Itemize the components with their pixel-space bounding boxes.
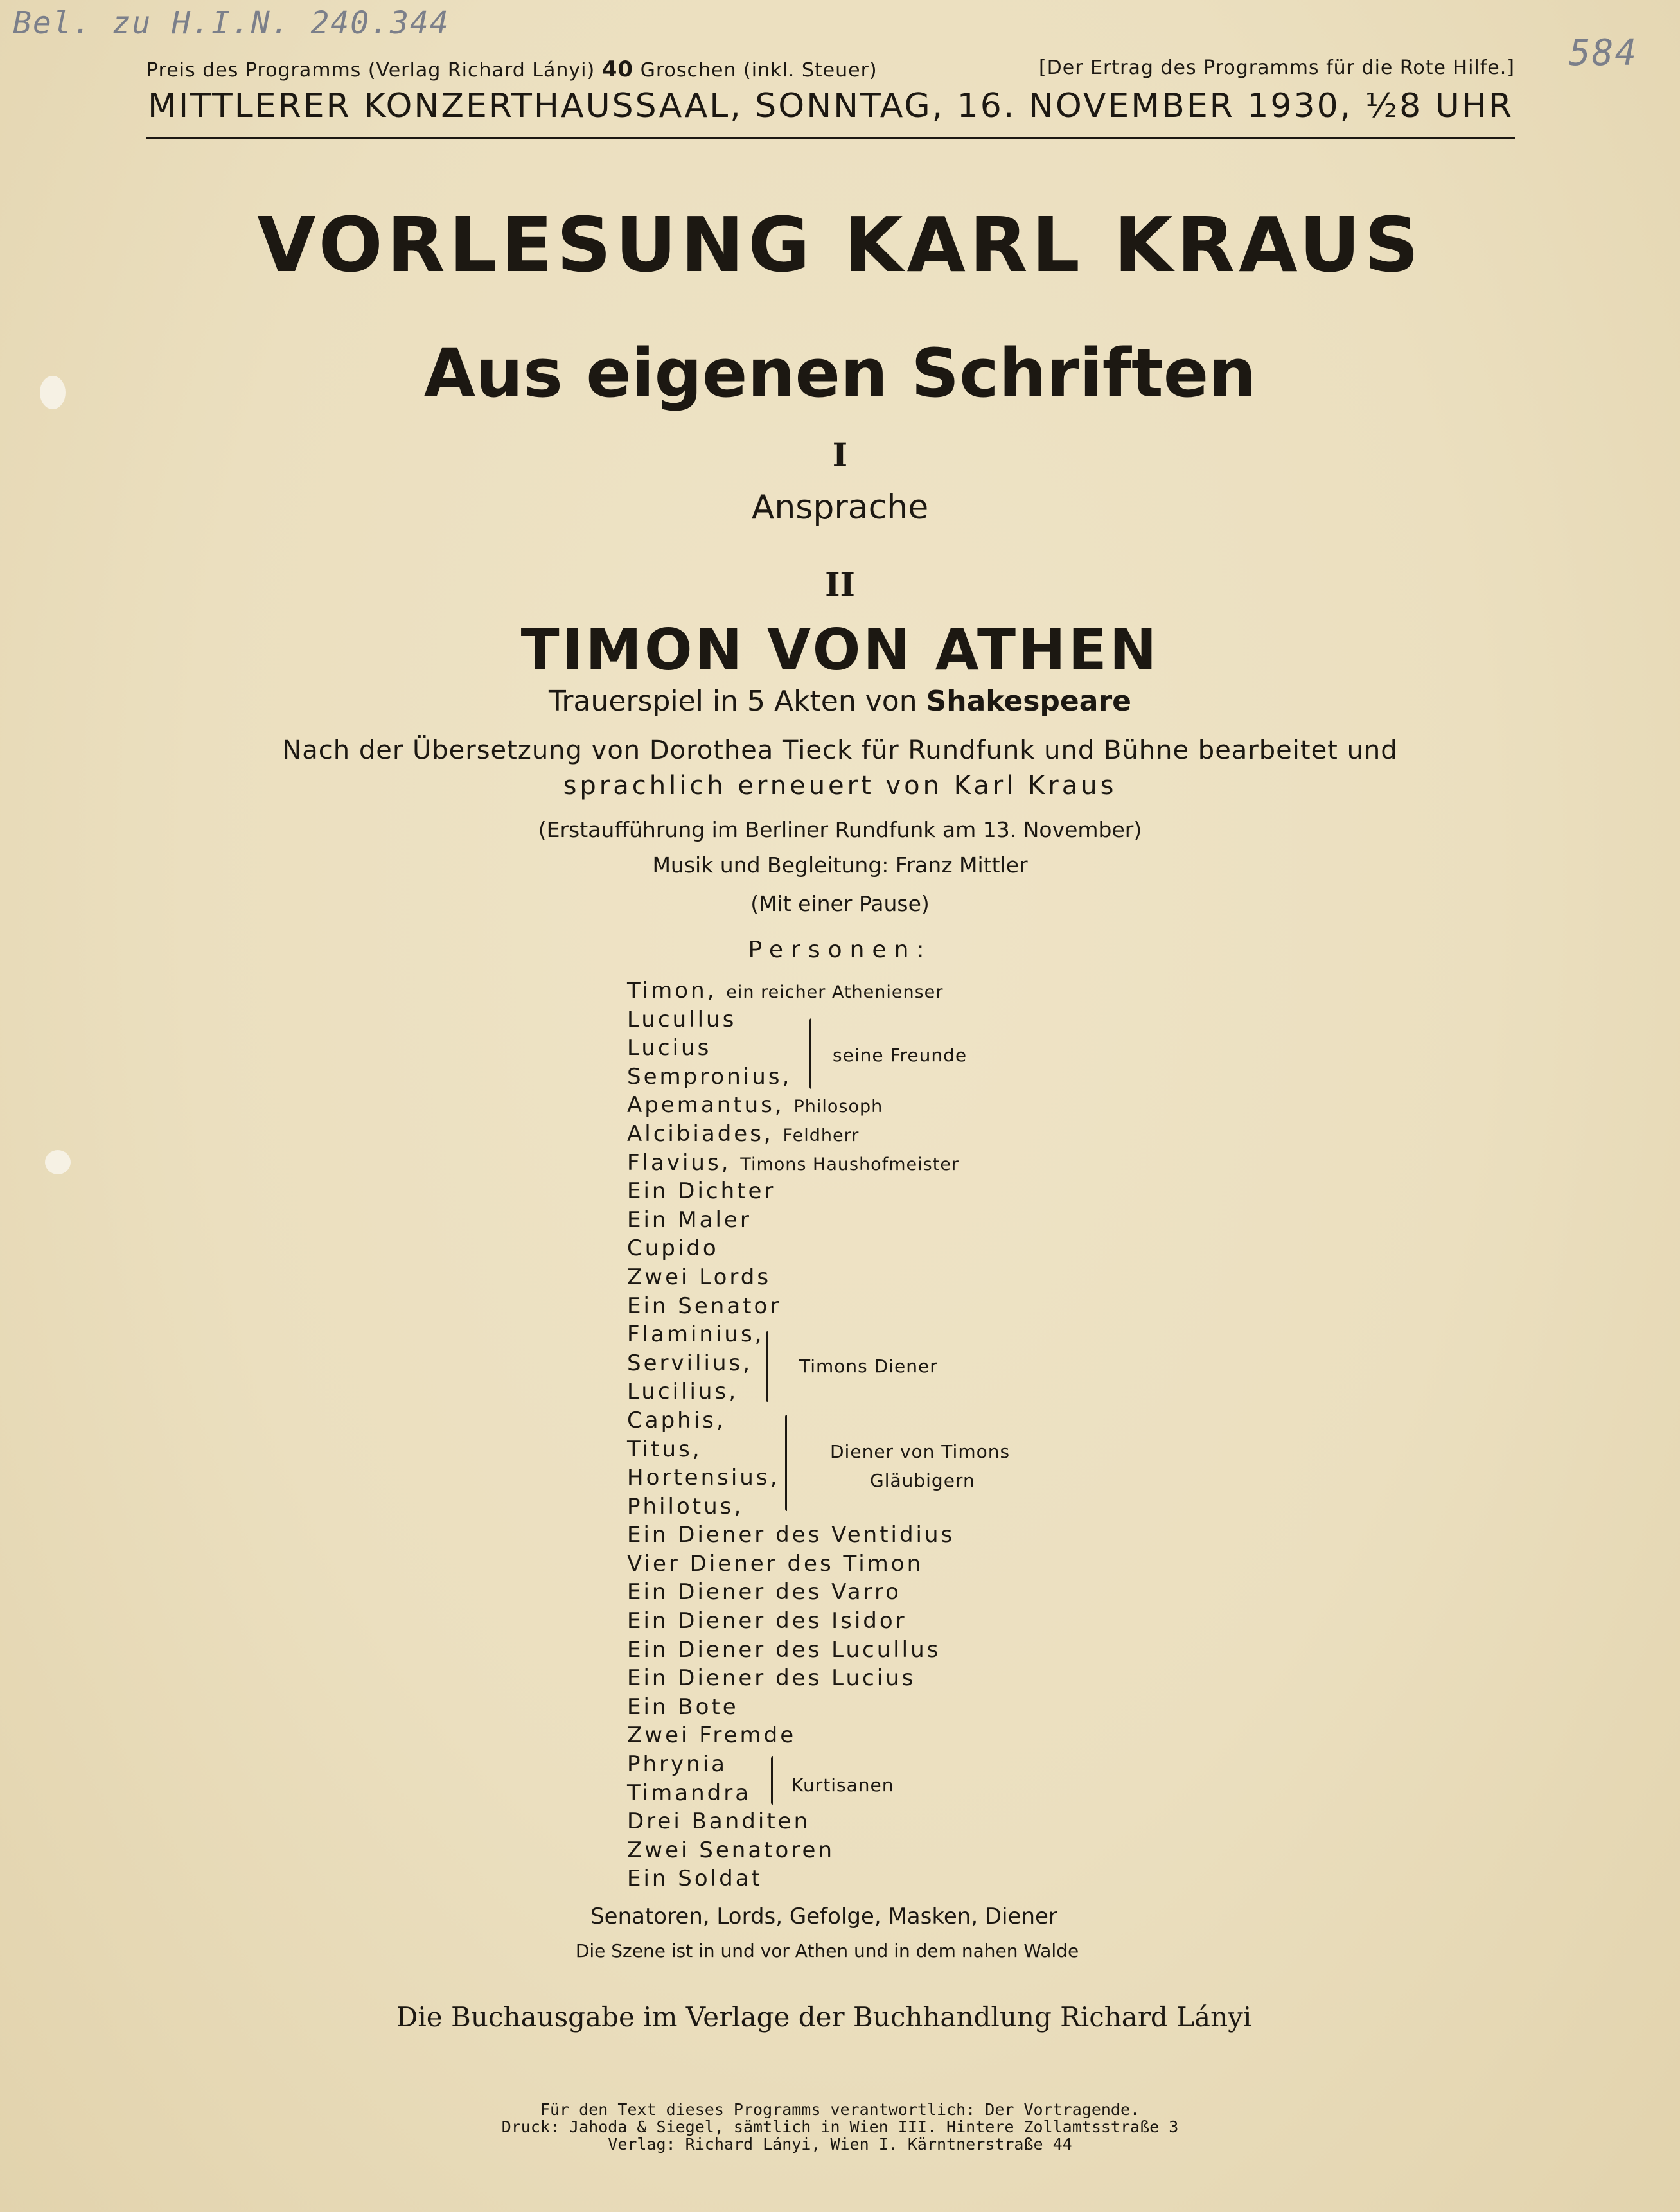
price-line	[146, 57, 1515, 82]
cast-row	[627, 1550, 959, 1579]
play-title: TIMON VON ATHEN	[520, 617, 1160, 683]
cast-name: Philotus,	[627, 1493, 744, 1519]
cast-heading: Personen:	[748, 937, 932, 963]
group-label-timons-servants: Timons Diener	[799, 1356, 938, 1377]
play-description: Trauerspiel in 5 Akten von Shakespeare	[549, 685, 1131, 718]
cast-name: Ein Diener des Varro	[627, 1579, 901, 1606]
cast-role: Philosoph	[793, 1097, 883, 1117]
cast-name: Timandra	[627, 1780, 752, 1806]
header-rule	[146, 137, 1515, 139]
premiere-note: (Erstaufführung im Berliner Rundfunk am 13. November)	[538, 817, 1142, 842]
cast-role: ein reicher Athenienser	[726, 982, 944, 1002]
translation-note-2: sprachlich erneuert von Karl Kraus	[563, 771, 1117, 801]
handwritten-archive-ref: Bel. zu H.I.N. 240.344	[13, 5, 450, 41]
brace-courtesans	[771, 1756, 773, 1805]
cast-row	[627, 1864, 959, 1893]
cast-name: Ein Diener des Lucius	[627, 1665, 916, 1692]
brace-friends	[809, 1018, 811, 1089]
cast-role: Timons Haushofmeister	[740, 1154, 959, 1174]
cast-name: Alcibiades,	[627, 1120, 774, 1147]
footer-printer: Druck: Jahoda & Siegel, sämtlich in Wien III. Hintere Zollamtsstraße 3	[501, 2118, 1179, 2136]
music-credit: Musik und Begleitung: Franz Mittler	[652, 853, 1028, 878]
pause-note: (Mit einer Pause)	[750, 891, 930, 916]
price-info: Preis des Programms (Verlag Richard Lányi) 40 Groschen (inkl. Steuer)	[146, 57, 878, 82]
cast-name: Ein Bote	[627, 1694, 739, 1720]
cast-name: Ein Maler	[627, 1207, 752, 1233]
cast-row	[627, 1120, 959, 1149]
cast-row	[627, 1234, 959, 1263]
cast-row	[627, 1721, 959, 1750]
cast-row	[627, 1320, 959, 1349]
cast-name: Ein Diener des Ventidius	[627, 1522, 955, 1548]
cast-name: Timon,	[627, 978, 717, 1004]
extras-line: Senatoren, Lords, Gefolge, Masken, Diener	[590, 1904, 1057, 1929]
cast-name: Hortensius,	[627, 1465, 780, 1491]
cast-row	[627, 1063, 959, 1092]
footer-publisher: Verlag: Richard Lányi, Wien I. Kärntnerstraße 44	[608, 2135, 1072, 2154]
cast-row	[627, 1807, 959, 1836]
cast-row	[627, 1492, 959, 1521]
cast-name: Ein Senator	[627, 1293, 782, 1319]
cast-role: Feldherr	[783, 1125, 860, 1146]
cast-name: Zwei Fremde	[627, 1722, 797, 1749]
cast-row	[627, 1406, 959, 1435]
cast-name: Ein Dichter	[627, 1178, 776, 1205]
cast-name: Sempronius,	[627, 1063, 792, 1090]
cast-name: Vier Diener des Timon	[627, 1550, 924, 1577]
cast-row	[627, 1263, 959, 1292]
cast-row	[627, 1149, 959, 1178]
part-two-numeral: II	[825, 565, 855, 603]
cast-name: Ein Soldat	[627, 1866, 763, 1892]
cast-row	[627, 1578, 959, 1607]
paper-damage-spot	[45, 1150, 71, 1174]
cast-name: Ein Diener des Isidor	[627, 1608, 907, 1634]
cast-name: Lucilius,	[627, 1379, 738, 1405]
cast-row	[627, 1664, 959, 1693]
group-label-creditors-2: Gläubigern	[870, 1470, 975, 1491]
cast-name: Apemantus,	[627, 1092, 784, 1119]
cast-row	[627, 1521, 959, 1550]
translation-note-1: Nach der Übersetzung von Dorothea Tieck für Rundfunk und Bühne bearbeitet und	[282, 736, 1398, 765]
cast-name: Titus,	[627, 1436, 702, 1462]
part-one-label: Ansprache	[751, 488, 929, 527]
cast-name: Cupido	[627, 1235, 719, 1262]
cast-name: Lucullus	[627, 1006, 737, 1032]
cast-row	[627, 1836, 959, 1865]
cast-name: Flaminius,	[627, 1322, 765, 1348]
book-edition-note: Die Buchausgabe im Verlage der Buchhandlung Richard Lányi	[396, 2001, 1252, 2033]
cast-row	[627, 1005, 959, 1034]
group-label-friends: seine Freunde	[833, 1045, 968, 1066]
cast-name: Phrynia	[627, 1751, 727, 1778]
cast-row	[627, 1636, 959, 1665]
cast-name: Drei Banditen	[627, 1809, 811, 1835]
cast-name: Caphis,	[627, 1407, 726, 1433]
cast-name: Zwei Senatoren	[627, 1837, 835, 1863]
part-one-numeral: I	[832, 436, 848, 473]
cast-row	[627, 1206, 959, 1235]
subtitle: Aus eigenen Schriften	[423, 334, 1257, 412]
group-label-creditors-1: Diener von Timons	[830, 1441, 1011, 1462]
cast-row	[627, 1091, 959, 1120]
cast-row	[627, 1292, 959, 1321]
cast-name: Zwei Lords	[627, 1264, 772, 1290]
cast-name: Ein Diener des Lucullus	[627, 1636, 941, 1663]
scene-line: Die Szene ist in und vor Athen und in dem nahen Walde	[575, 1940, 1079, 1961]
cast-name: Servilius,	[627, 1350, 753, 1376]
footer-responsible: Für den Text dieses Programms verantwortlich: Der Vortragende.	[540, 2100, 1140, 2119]
cast-row	[627, 1177, 959, 1206]
cast-row	[627, 1693, 959, 1722]
venue-date: MITTLERER KONZERTHAUSSAAL, SONNTAG, 16. NOVEMBER 1930, ½8 UHR	[147, 87, 1514, 125]
cast-name: Flavius,	[627, 1149, 731, 1176]
main-title: VORLESUNG KARL KRAUS	[257, 200, 1423, 289]
brace-timons-servants	[766, 1331, 768, 1402]
cast-row	[627, 977, 959, 1005]
group-label-courtesans: Kurtisanen	[791, 1774, 894, 1796]
brace-creditors-servants	[785, 1415, 787, 1511]
proceeds-note: [Der Ertrag des Programms für die Rote Hilfe.]	[1038, 57, 1515, 79]
handwritten-page-number: 584	[1569, 32, 1638, 74]
cast-list	[627, 977, 959, 1893]
cast-name: Lucius	[627, 1035, 712, 1061]
cast-row	[627, 1607, 959, 1636]
cast-row	[627, 1377, 959, 1406]
